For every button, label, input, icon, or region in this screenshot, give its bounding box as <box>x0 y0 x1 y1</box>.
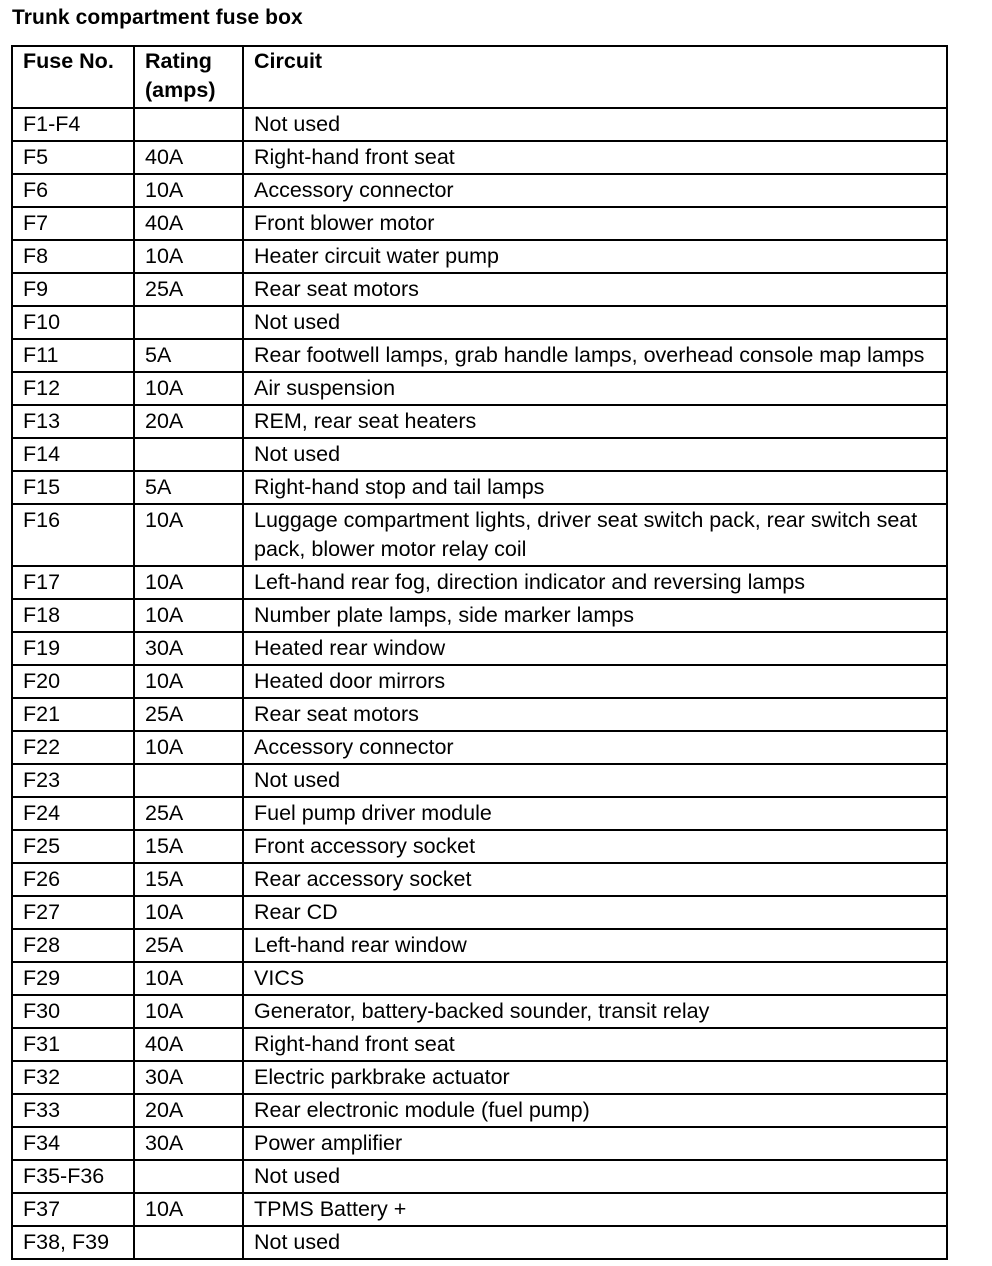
table-row <box>12 174 947 207</box>
table-row <box>12 995 947 1028</box>
cell-circuit: Not used <box>243 1226 947 1259</box>
cell-circuit: Power amplifier <box>243 1127 947 1160</box>
cell-fuse-no: F1-F4 <box>12 108 134 141</box>
cell-fuse-no: F34 <box>12 1127 134 1160</box>
cell-circuit: Rear footwell lamps, grab handle lamps, overhead console map lamps <box>243 339 947 372</box>
cell-fuse-no: F28 <box>12 929 134 962</box>
cell-rating: 15A <box>134 830 243 863</box>
cell-circuit: Rear CD <box>243 896 947 929</box>
cell-rating: 25A <box>134 273 243 306</box>
cell-rating: 10A <box>134 599 243 632</box>
cell-circuit: Rear seat motors <box>243 273 947 306</box>
cell-rating: 10A <box>134 896 243 929</box>
table-row <box>12 471 947 504</box>
cell-fuse-no: F5 <box>12 141 134 174</box>
cell-circuit: Right-hand front seat <box>243 141 947 174</box>
cell-rating: 10A <box>134 995 243 1028</box>
cell-circuit: Heater circuit water pump <box>243 240 947 273</box>
cell-circuit: Luggage compartment lights, driver seat switch pack, rear switch seat pack, blower motor relay coil <box>243 504 947 566</box>
table-row <box>12 962 947 995</box>
cell-circuit: REM, rear seat heaters <box>243 405 947 438</box>
cell-circuit: Accessory connector <box>243 731 947 764</box>
cell-fuse-no: F11 <box>12 339 134 372</box>
cell-rating: 40A <box>134 207 243 240</box>
table-row <box>12 797 947 830</box>
cell-fuse-no: F31 <box>12 1028 134 1061</box>
cell-fuse-no: F33 <box>12 1094 134 1127</box>
table-row <box>12 339 947 372</box>
cell-fuse-no: F7 <box>12 207 134 240</box>
cell-circuit: Not used <box>243 438 947 471</box>
cell-rating: 10A <box>134 665 243 698</box>
header-fuse-no: Fuse No. <box>12 46 134 108</box>
cell-rating <box>134 438 243 471</box>
cell-fuse-no: F8 <box>12 240 134 273</box>
table-row <box>12 405 947 438</box>
table-row <box>12 731 947 764</box>
cell-fuse-no: F22 <box>12 731 134 764</box>
cell-fuse-no: F15 <box>12 471 134 504</box>
cell-circuit: Left-hand rear window <box>243 929 947 962</box>
cell-circuit: Left-hand rear fog, direction indicator and reversing lamps <box>243 566 947 599</box>
cell-rating: 10A <box>134 566 243 599</box>
cell-circuit: Not used <box>243 1160 947 1193</box>
cell-rating: 10A <box>134 240 243 273</box>
header-circuit: Circuit <box>243 46 947 108</box>
cell-circuit: Rear accessory socket <box>243 863 947 896</box>
cell-circuit: Accessory connector <box>243 174 947 207</box>
cell-rating: 20A <box>134 1094 243 1127</box>
table-row <box>12 599 947 632</box>
cell-rating: 30A <box>134 632 243 665</box>
table-row <box>12 764 947 797</box>
cell-circuit: Right-hand stop and tail lamps <box>243 471 947 504</box>
cell-circuit: Heated rear window <box>243 632 947 665</box>
table-row <box>12 207 947 240</box>
table-header-row <box>12 46 947 108</box>
cell-fuse-no: F29 <box>12 962 134 995</box>
table-row <box>12 273 947 306</box>
cell-rating: 10A <box>134 731 243 764</box>
table-row <box>12 632 947 665</box>
cell-rating: 10A <box>134 504 243 566</box>
table-row <box>12 1127 947 1160</box>
cell-fuse-no: F24 <box>12 797 134 830</box>
table-row <box>12 566 947 599</box>
cell-fuse-no: F6 <box>12 174 134 207</box>
cell-rating: 20A <box>134 405 243 438</box>
cell-fuse-no: F16 <box>12 504 134 566</box>
cell-circuit: Front accessory socket <box>243 830 947 863</box>
cell-rating: 25A <box>134 929 243 962</box>
table-row <box>12 1028 947 1061</box>
cell-rating <box>134 764 243 797</box>
cell-rating <box>134 1226 243 1259</box>
table-row <box>12 698 947 731</box>
table-row <box>12 306 947 339</box>
cell-fuse-no: F32 <box>12 1061 134 1094</box>
cell-fuse-no: F12 <box>12 372 134 405</box>
table-body <box>12 108 947 1259</box>
page-title: Trunk compartment fuse box <box>12 6 303 29</box>
cell-rating: 15A <box>134 863 243 896</box>
header-rating: Rating (amps) <box>134 46 243 108</box>
cell-fuse-no: F35-F36 <box>12 1160 134 1193</box>
cell-circuit: TPMS Battery + <box>243 1193 947 1226</box>
table-row <box>12 504 947 566</box>
cell-rating <box>134 108 243 141</box>
table-row <box>12 929 947 962</box>
cell-circuit: Fuel pump driver module <box>243 797 947 830</box>
table-row <box>12 1160 947 1193</box>
cell-rating: 30A <box>134 1061 243 1094</box>
cell-rating: 40A <box>134 1028 243 1061</box>
table-row <box>12 372 947 405</box>
cell-fuse-no: F27 <box>12 896 134 929</box>
cell-fuse-no: F20 <box>12 665 134 698</box>
cell-fuse-no: F25 <box>12 830 134 863</box>
cell-rating: 5A <box>134 471 243 504</box>
table-row <box>12 896 947 929</box>
cell-fuse-no: F9 <box>12 273 134 306</box>
cell-circuit: Not used <box>243 764 947 797</box>
cell-rating: 25A <box>134 797 243 830</box>
cell-rating: 5A <box>134 339 243 372</box>
cell-circuit: Electric parkbrake actuator <box>243 1061 947 1094</box>
cell-circuit: Rear electronic module (fuel pump) <box>243 1094 947 1127</box>
cell-circuit: Rear seat motors <box>243 698 947 731</box>
cell-rating: 40A <box>134 141 243 174</box>
cell-fuse-no: F13 <box>12 405 134 438</box>
cell-fuse-no: F37 <box>12 1193 134 1226</box>
cell-circuit: Not used <box>243 108 947 141</box>
table-row <box>12 108 947 141</box>
table-row <box>12 1193 947 1226</box>
cell-circuit: Heated door mirrors <box>243 665 947 698</box>
cell-rating: 10A <box>134 174 243 207</box>
cell-rating <box>134 306 243 339</box>
cell-circuit: Generator, battery-backed sounder, transit relay <box>243 995 947 1028</box>
cell-fuse-no: F14 <box>12 438 134 471</box>
table-row <box>12 830 947 863</box>
cell-fuse-no: F38, F39 <box>12 1226 134 1259</box>
cell-fuse-no: F21 <box>12 698 134 731</box>
cell-circuit: Number plate lamps, side marker lamps <box>243 599 947 632</box>
cell-rating: 30A <box>134 1127 243 1160</box>
table-row <box>12 141 947 174</box>
cell-fuse-no: F19 <box>12 632 134 665</box>
table-row <box>12 1061 947 1094</box>
table-row <box>12 863 947 896</box>
cell-rating: 10A <box>134 372 243 405</box>
cell-circuit: VICS <box>243 962 947 995</box>
cell-rating: 10A <box>134 1193 243 1226</box>
cell-circuit: Front blower motor <box>243 207 947 240</box>
cell-circuit: Air suspension <box>243 372 947 405</box>
table-row <box>12 1226 947 1259</box>
cell-circuit: Right-hand front seat <box>243 1028 947 1061</box>
cell-fuse-no: F17 <box>12 566 134 599</box>
cell-fuse-no: F30 <box>12 995 134 1028</box>
fuse-table <box>11 45 948 1260</box>
table-row <box>12 1094 947 1127</box>
cell-rating <box>134 1160 243 1193</box>
cell-fuse-no: F23 <box>12 764 134 797</box>
cell-rating: 10A <box>134 962 243 995</box>
table-row <box>12 665 947 698</box>
table-row <box>12 438 947 471</box>
cell-fuse-no: F18 <box>12 599 134 632</box>
cell-circuit: Not used <box>243 306 947 339</box>
cell-rating: 25A <box>134 698 243 731</box>
cell-fuse-no: F10 <box>12 306 134 339</box>
table-row <box>12 240 947 273</box>
cell-fuse-no: F26 <box>12 863 134 896</box>
